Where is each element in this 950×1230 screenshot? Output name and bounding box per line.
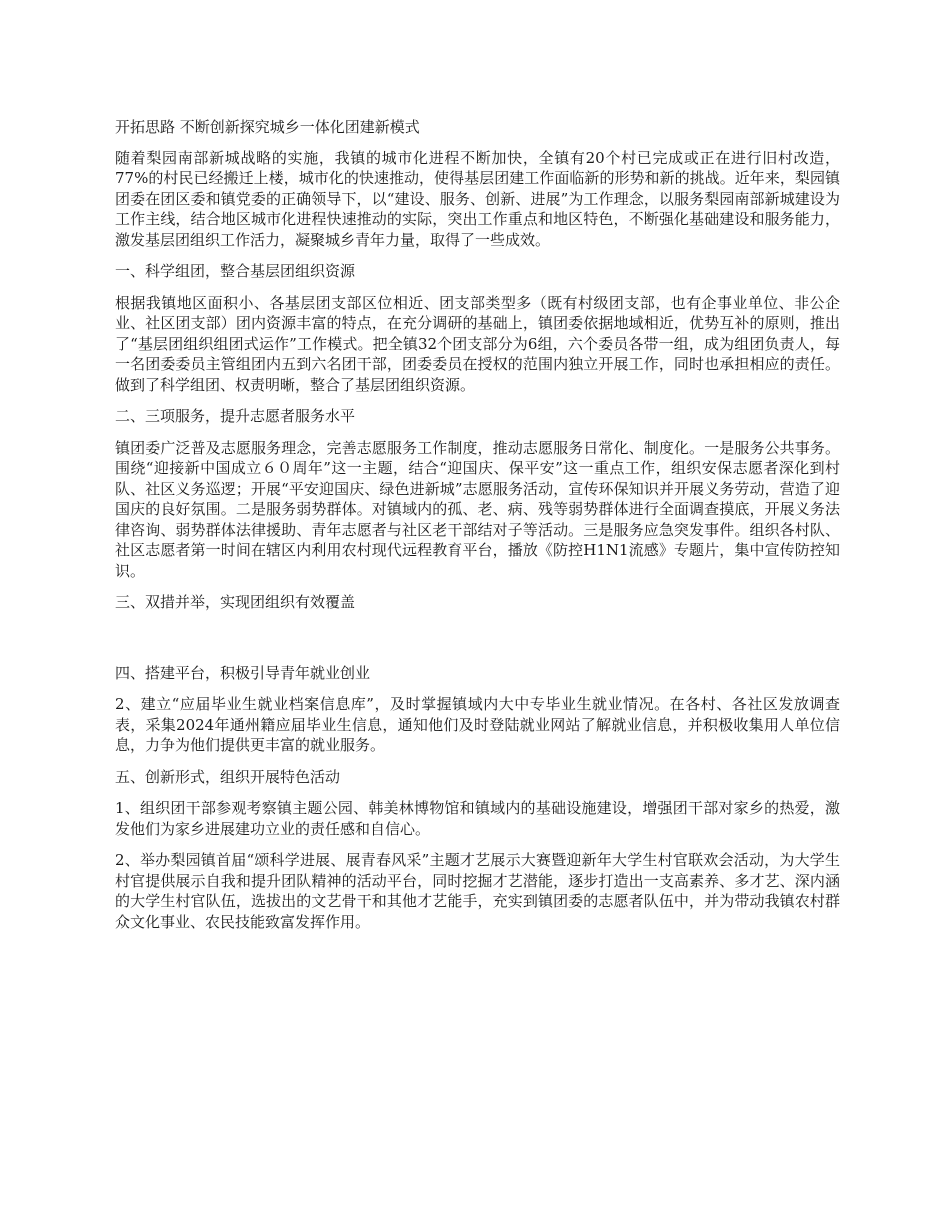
section-5-heading: 五、创新形式，组织开展特色活动 [115, 767, 341, 786]
section-3-heading: 三、双措并举，实现团组织有效覆盖 [115, 593, 356, 611]
section-4-paragraph: 2、建立“应届毕业生就业档案信息库”，及时掌握镇域内大中专毕业生就业情况。在各村、各社区发放调查表，采集2024年通州籍应届毕业生信息，通知他们及时登陆就业网站了解就业信息，并积极收集用人单位信息，力争为他们提供更丰富的就业服务。 [115, 695, 840, 754]
intro-paragraph: 随着梨园南部新城战略的实施，我镇的城市化进程不断加快，全镇有20个村已完成或正在进行旧村改造，77%的村民已经搬迁上楼，城市化的快速推动，使得基层团建工作面临新的形势和新的挑战。近年来，梨园镇团委在团区委和镇党委的正确领导下，以“建设、服务、创新、进展”为工作理念，以服务梨园南部新城建设为工作主线，结合地区城市化进程快速推动的实际，突出工作重点和地区特色，不断强化基础建设和服务能力，激发基层团组织工作活力，凝聚城乡青年力量，取得了一些成效。 [115, 148, 840, 249]
document-page [115, 117, 840, 943]
section-1-paragraph: 根据我镇地区面积小、各基层团支部区位相近、团支部类型多（既有村级团支部，也有企事业单位、非公企业、社区团支部）团内资源丰富的特点，在充分调研的基础上，镇团委依据地域相近，优势互补的原则，推出了“基层团组织组团式运作”工作模式。把全镇32个团支部分为6组，六个委员各带一组，成为组团负责人，每一名团委委员主管组团内五到六名团干部，团委委员在授权的范围内独立开展工作，同时也承担相应的责任。做到了科学组团、权责明晰，整合了基层团组织资源。 [115, 293, 840, 394]
section-2-heading: 二、三项服务，提升志愿者服务水平 [115, 407, 356, 425]
section-4-heading: 四、搭建平台，积极引导青年就业创业 [115, 663, 371, 682]
section-5-item-1: 1、组织团干部参观考察镇主题公园、韩美林博物馆和镇域内的基础设施建设，增强团干部对家乡的热爱，激发他们为家乡进展建功立业的责任感和自信心。 [115, 799, 840, 838]
section-2-paragraph: 镇团委广泛普及志愿服务理念，完善志愿服务工作制度，推动志愿服务日常化、制度化。一是服务公共事务。围绕“迎接新中国成立６０周年”这一主题，结合“迎国庆、保平安”这一重点工作，组织安保志愿者深化到村队、社区义务巡逻；开展“平安迎国庆、绿色进新城”志愿服务活动，宣传环保知识并开展义务劳动，营造了迎国庆的良好氛围。二是服务弱势群体。对镇域内的孤、老、病、残等弱势群体进行全面调查摸底，开展义务法律咨询、弱势群体法律援助、青年志愿者与社区老干部结对子等活动。三是服务应急突发事件。组织各村队、社区志愿者第一时间在辖区内利用农村现代远程教育平台，播放《防控H1N1流感》专题片，集中宣传防控知识。 [115, 438, 840, 580]
document-title: 开拓思路 不断创新探究城乡一体化团建新模式 [115, 118, 420, 136]
section-1-heading: 一、科学组团，整合基层团组织资源 [115, 262, 356, 280]
section-5-item-2: 2、举办梨园镇首届“颂科学进展、展青春风采”主题才艺展示大赛暨迎新年大学生村官联欢会活动，为大学生村官提供展示自我和提升团队精神的活动平台，同时挖掘才艺潜能，逐步打造出一支高素养、多才艺、深内涵的大学生村官队伍，选拔出的文艺骨干和其他才艺能手，充实到镇团委的志愿者队伍中，并为带动我镇农村群众文化事业、农民技能致富发挥作用。 [115, 851, 840, 931]
